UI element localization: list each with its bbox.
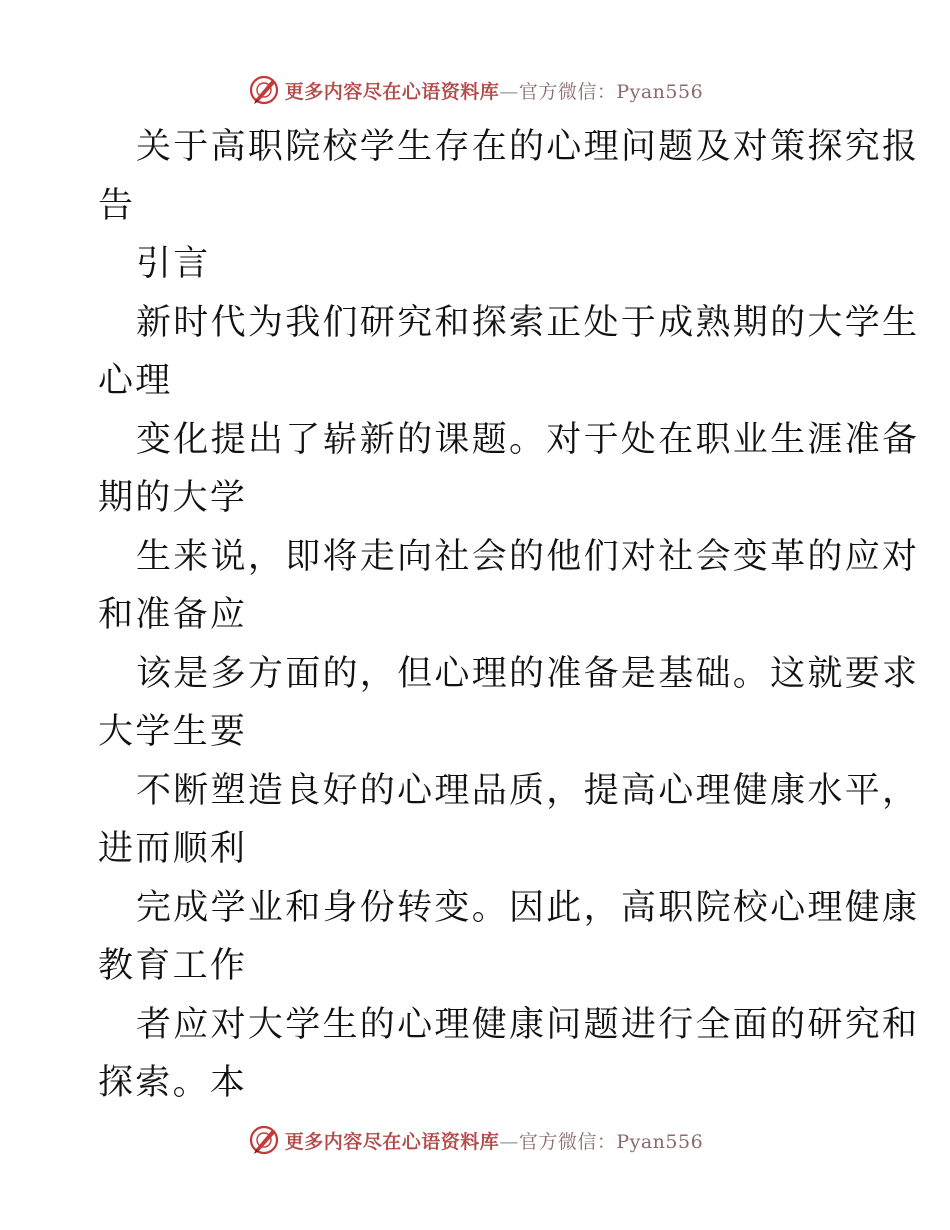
paragraph-line: 教育工作 (98, 946, 248, 986)
watermark-separator: — (499, 80, 519, 103)
paragraph-line: 生来说，即将走向社会的他们对社会变革的应对 (136, 536, 920, 577)
watermark-main: 更多内容尽在心语资料库 (284, 80, 500, 103)
footer-watermark (0, 1120, 950, 1160)
watermark-separator: — (499, 1130, 519, 1153)
document-body (98, 118, 920, 1113)
paragraph-line: 新时代为我们研究和探索正处于成熟期的大学生 (136, 302, 920, 343)
brand-logo-icon (247, 1123, 281, 1157)
title-line-continued: 告 (98, 185, 136, 226)
paragraph-line: 心理 (98, 361, 173, 401)
paragraph-line: 该是多方面的，但心理的准备是基础。这就要求 (136, 653, 920, 694)
watermark-text (285, 1127, 703, 1154)
watermark-wechat-id: Pyan556 (616, 80, 704, 103)
paragraph-line: 者应对大学生的心理健康问题进行全面的研究和 (136, 1004, 920, 1045)
title-line: 关于高职院校学生存在的心理问题及对策探究报 (136, 127, 920, 167)
paragraph-line: 和准备应 (98, 595, 248, 635)
paragraph-line: 期的大学 (98, 478, 248, 518)
watermark-main: 更多内容尽在心语资料库 (284, 1130, 500, 1153)
watermark-wechat-id: Pyan556 (616, 1130, 704, 1153)
paragraph-line: 变化提出了崭新的课题。对于处在职业生涯准备 (136, 419, 920, 460)
paragraph-line: 探索。本 (98, 1063, 248, 1103)
paragraph-line: 不断塑造良好的心理品质，提高心理健康水平， (136, 770, 920, 811)
paragraph-line: 大学生要 (98, 712, 248, 752)
brand-logo-icon (247, 73, 281, 107)
paragraph-line: 完成学业和身份转变。因此，高职院校心理健康 (136, 887, 920, 928)
header-watermark (0, 70, 950, 110)
section-heading: 引言 (136, 244, 211, 284)
watermark-text (285, 77, 703, 104)
watermark-official: 官方微信： (518, 80, 617, 103)
paragraph-line: 进而顺利 (98, 829, 248, 869)
watermark-official: 官方微信： (518, 1130, 617, 1153)
